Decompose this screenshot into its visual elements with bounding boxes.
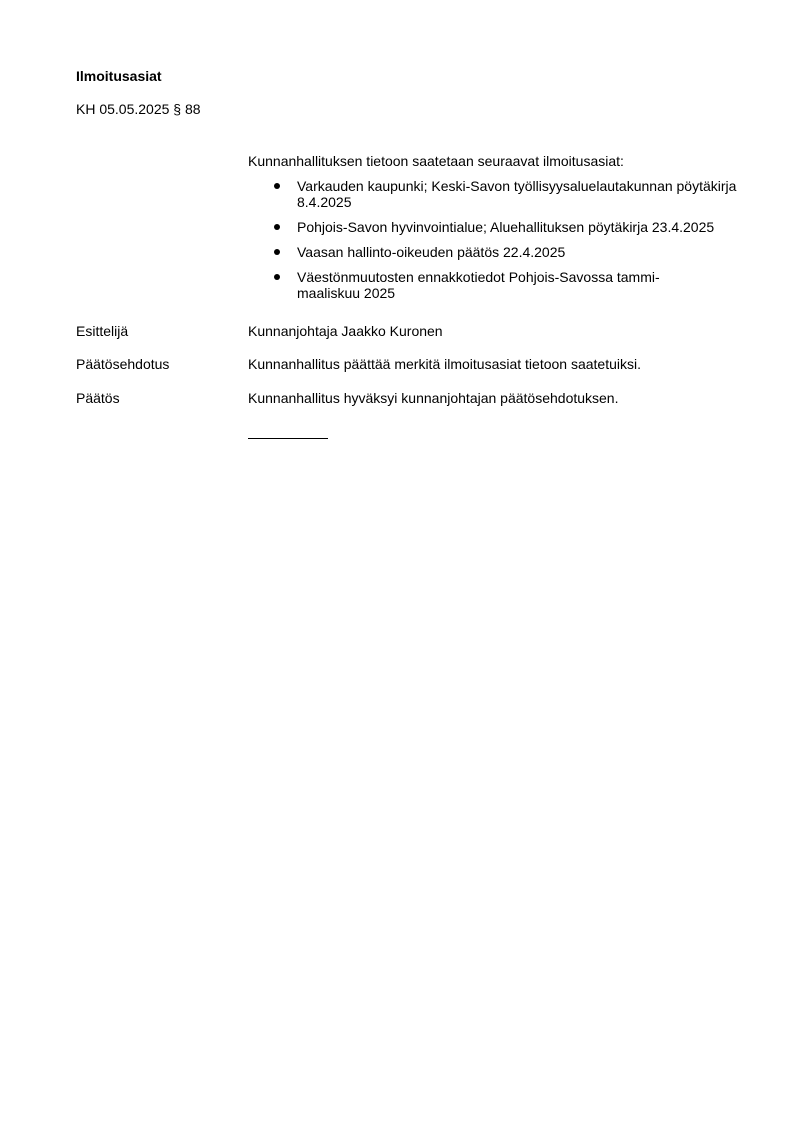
presenter-value: Kunnanjohtaja Jaakko Kuronen	[248, 323, 443, 339]
announcement-list	[248, 178, 748, 310]
list-item	[248, 269, 748, 301]
bullet-icon	[274, 224, 280, 230]
list-item-text: Vaasan hallinto-oikeuden päätös 22.4.2025	[297, 244, 566, 260]
list-item	[248, 178, 748, 210]
list-item-text: Varkauden kaupunki; Keski-Savon työllisyysaluelautakunnan pöytäkirja 8.4.2025	[297, 178, 737, 210]
list-item-text: Väestönmuutosten ennakkotiedot Pohjois-Savossa tammi-maaliskuu 2025	[297, 269, 660, 301]
decision-label: Päätös	[76, 390, 120, 406]
proposal-label: Päätösehdotus	[76, 356, 170, 372]
bullet-icon	[274, 249, 280, 255]
presenter-label: Esittelijä	[76, 323, 129, 339]
list-item	[248, 219, 748, 235]
page-title: Ilmoitusasiat	[76, 68, 162, 84]
decision-value: Kunnanhallitus hyväksyi kunnanjohtajan päätösehdotuksen.	[248, 390, 619, 406]
list-item-text: Pohjois-Savon hyvinvointialue; Aluehallituksen pöytäkirja 23.4.2025	[297, 219, 715, 235]
bullet-icon	[274, 183, 280, 189]
meeting-reference: KH 05.05.2025 § 88	[76, 101, 201, 117]
intro-text: Kunnanhallituksen tietoon saatetaan seuraavat ilmoitusasiat:	[248, 153, 624, 169]
proposal-value: Kunnanhallitus päättää merkitä ilmoitusasiat tietoon saatetuiksi.	[248, 356, 641, 372]
end-divider	[248, 438, 328, 439]
bullet-icon	[274, 274, 280, 280]
list-item	[248, 244, 748, 260]
